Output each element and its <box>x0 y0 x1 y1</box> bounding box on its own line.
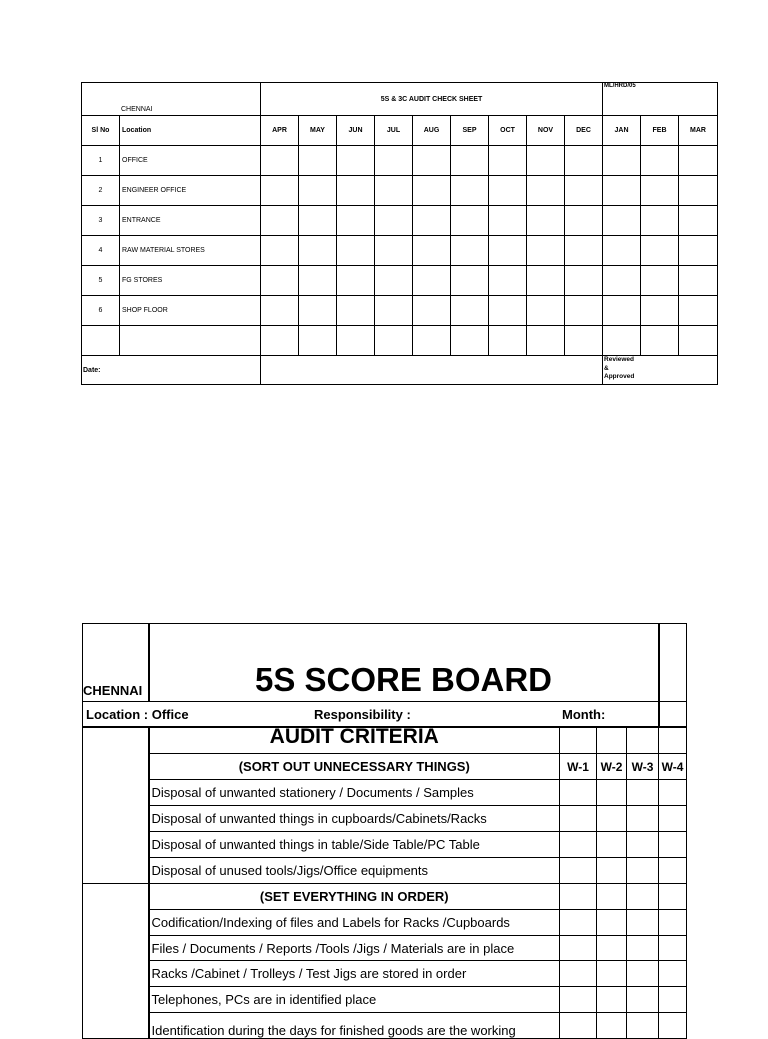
audit-check-sheet-table <box>81 82 718 385</box>
score-cell[interactable] <box>597 936 627 961</box>
criteria-item: Files / Documents / Reports /Tools /Jigs / Materials are in place <box>149 936 560 961</box>
month-label: Month: <box>562 707 606 722</box>
blank-header-cell <box>659 624 687 702</box>
score-cell[interactable] <box>603 236 641 266</box>
score-cell[interactable] <box>560 832 597 858</box>
score-cell[interactable] <box>603 206 641 236</box>
score-cell[interactable] <box>603 266 641 296</box>
score-cell[interactable] <box>489 326 527 356</box>
date-field[interactable] <box>261 356 603 385</box>
score-cell[interactable] <box>413 236 451 266</box>
criteria-item: Racks /Cabinet / Trolleys / Test Jigs are stored in order <box>149 961 560 987</box>
score-cell[interactable] <box>299 206 337 236</box>
score-cell[interactable] <box>337 266 375 296</box>
score-cell[interactable] <box>451 146 489 176</box>
score-cell[interactable] <box>597 832 627 858</box>
score-cell[interactable] <box>337 296 375 326</box>
score-cell[interactable] <box>527 266 565 296</box>
score-cell[interactable] <box>451 266 489 296</box>
table-row <box>82 206 718 236</box>
score-cell[interactable] <box>679 296 718 326</box>
month-header: JAN <box>603 116 641 146</box>
row-number: 1 <box>82 146 120 176</box>
score-cell[interactable] <box>679 146 718 176</box>
score-cell[interactable] <box>299 146 337 176</box>
reviewed-approved-cell <box>603 356 718 385</box>
score-cell[interactable] <box>527 146 565 176</box>
score-cell[interactable] <box>597 884 627 910</box>
score-cell[interactable] <box>413 326 451 356</box>
score-cell[interactable] <box>603 176 641 206</box>
month-header: MAY <box>299 116 337 146</box>
score-cell[interactable] <box>337 236 375 266</box>
score-cell[interactable] <box>375 176 413 206</box>
score-cell[interactable] <box>337 326 375 356</box>
sheet1-title: 5S & 3C AUDIT CHECK SHEET <box>261 83 603 116</box>
score-cell[interactable] <box>299 266 337 296</box>
score-cell[interactable] <box>641 176 679 206</box>
row-number: 6 <box>82 296 120 326</box>
row-number: 4 <box>82 236 120 266</box>
score-cell[interactable] <box>337 206 375 236</box>
criteria-item: Disposal of unwanted things in table/Side Table/PC Table <box>149 832 560 858</box>
month-header: SEP <box>451 116 489 146</box>
score-cell[interactable] <box>597 858 627 884</box>
week-header: W-3 <box>627 754 659 780</box>
score-cell[interactable] <box>489 296 527 326</box>
score-cell[interactable] <box>337 176 375 206</box>
score-board-title: 5S SCORE BOARD <box>149 624 659 702</box>
audit-criteria-heading: AUDIT CRITERIA <box>149 727 560 754</box>
score-cell[interactable] <box>413 146 451 176</box>
score-cell[interactable] <box>597 806 627 832</box>
score-cell[interactable] <box>261 296 299 326</box>
score-cell[interactable] <box>451 206 489 236</box>
score-cell[interactable] <box>627 884 659 910</box>
score-cell[interactable] <box>641 206 679 236</box>
empty-cell[interactable] <box>82 326 120 356</box>
section1-heading: (SORT OUT UNNECESSARY THINGS) <box>149 754 560 780</box>
responsibility-label: Responsibility : <box>314 707 411 722</box>
blank-week-cell <box>560 727 597 754</box>
score-cell[interactable] <box>679 176 718 206</box>
col-slno-header: Sl No <box>82 116 120 146</box>
score-cell[interactable] <box>627 1013 659 1039</box>
score-cell[interactable] <box>560 936 597 961</box>
section2-heading: (SET EVERYTHING IN ORDER) <box>149 884 560 910</box>
score-cell[interactable] <box>299 176 337 206</box>
score-cell[interactable] <box>451 176 489 206</box>
score-cell[interactable] <box>659 832 687 858</box>
blank-week-cell <box>627 727 659 754</box>
score-cell[interactable] <box>489 146 527 176</box>
score-cell[interactable] <box>627 987 659 1013</box>
sheet1-city: CHENNAI <box>82 83 261 116</box>
score-cell[interactable] <box>659 910 687 936</box>
blank-info-cell <box>659 702 687 727</box>
approved-label: Approved <box>604 373 635 380</box>
score-cell[interactable] <box>627 832 659 858</box>
score-cell[interactable] <box>659 884 687 910</box>
score-cell[interactable] <box>261 266 299 296</box>
score-cell[interactable] <box>679 326 718 356</box>
score-cell[interactable] <box>560 910 597 936</box>
score-cell[interactable] <box>627 961 659 987</box>
score-cell[interactable] <box>261 206 299 236</box>
score-cell[interactable] <box>413 296 451 326</box>
month-header: DEC <box>565 116 603 146</box>
score-cell[interactable] <box>597 910 627 936</box>
month-header: MAR <box>679 116 718 146</box>
score-board-table <box>82 623 687 1039</box>
score-cell[interactable] <box>261 236 299 266</box>
score-cell[interactable] <box>659 987 687 1013</box>
row-number: 5 <box>82 266 120 296</box>
score-cell[interactable] <box>679 236 718 266</box>
score-cell[interactable] <box>641 296 679 326</box>
row-number: 3 <box>82 206 120 236</box>
criteria-item: Telephones, PCs are in identified place <box>149 987 560 1013</box>
score-cell[interactable] <box>641 236 679 266</box>
week-header: W-2 <box>597 754 627 780</box>
score-cell[interactable] <box>375 296 413 326</box>
score-cell[interactable] <box>603 296 641 326</box>
score-cell[interactable] <box>627 858 659 884</box>
month-header: JUL <box>375 116 413 146</box>
score-cell[interactable] <box>659 858 687 884</box>
score-cell[interactable] <box>299 236 337 266</box>
month-header: OCT <box>489 116 527 146</box>
score-cell[interactable] <box>641 326 679 356</box>
score-cell[interactable] <box>627 936 659 961</box>
score-cell[interactable] <box>565 206 603 236</box>
score-cell[interactable] <box>451 296 489 326</box>
blank-week-cell <box>659 727 687 754</box>
score-cell[interactable] <box>560 987 597 1013</box>
score-cell[interactable] <box>375 206 413 236</box>
reviewed-label: Reviewed <box>604 356 635 363</box>
col-location-header: Location <box>120 116 261 146</box>
score-cell[interactable] <box>451 326 489 356</box>
score-cell[interactable] <box>560 1013 597 1039</box>
info-row <box>83 702 659 727</box>
location-label: Location : Office <box>86 707 189 722</box>
score-cell[interactable] <box>489 206 527 236</box>
score-cell[interactable] <box>527 296 565 326</box>
score-cell[interactable] <box>565 266 603 296</box>
table-row <box>82 296 718 326</box>
audit-check-sheet <box>81 82 717 384</box>
table-row <box>82 236 718 266</box>
table-row <box>82 266 718 296</box>
criteria-item: Codification/Indexing of files and Labels for Racks /Cupboards <box>149 910 560 936</box>
score-cell[interactable] <box>413 176 451 206</box>
score-cell[interactable] <box>659 1013 687 1039</box>
row-number: 2 <box>82 176 120 206</box>
score-cell[interactable] <box>560 961 597 987</box>
date-label: Date: <box>82 356 261 385</box>
score-cell[interactable] <box>603 326 641 356</box>
sheet1-header-row <box>82 116 718 146</box>
score-cell[interactable] <box>375 236 413 266</box>
empty-cell[interactable] <box>120 326 261 356</box>
score-cell[interactable] <box>451 236 489 266</box>
score-cell[interactable] <box>565 176 603 206</box>
score-cell[interactable] <box>337 146 375 176</box>
row-location: RAW MATERIAL STORES <box>120 236 261 266</box>
score-cell[interactable] <box>659 936 687 961</box>
section1-side-cell <box>83 727 149 884</box>
score-cell[interactable] <box>375 326 413 356</box>
score-cell[interactable] <box>597 1013 627 1039</box>
score-cell[interactable] <box>375 146 413 176</box>
score-cell[interactable] <box>627 806 659 832</box>
score-cell[interactable] <box>489 236 527 266</box>
score-cell[interactable] <box>375 266 413 296</box>
criteria-item: Disposal of unwanted things in cupboards/Cabinets/Racks <box>149 806 560 832</box>
score-cell[interactable] <box>565 296 603 326</box>
score-cell[interactable] <box>527 236 565 266</box>
score-cell[interactable] <box>560 858 597 884</box>
score-cell[interactable] <box>627 910 659 936</box>
row-location: SHOP FLOOR <box>120 296 261 326</box>
blank-week-cell <box>597 727 627 754</box>
score-cell[interactable] <box>641 266 679 296</box>
row-location: ENGINEER OFFICE <box>120 176 261 206</box>
table-row-empty <box>82 326 718 356</box>
score-cell[interactable] <box>413 206 451 236</box>
ampersand-label: & <box>604 364 609 372</box>
score-cell[interactable] <box>659 961 687 987</box>
score-cell[interactable] <box>659 780 687 806</box>
sheet2-city: CHENNAI <box>83 624 149 702</box>
score-cell[interactable] <box>560 780 597 806</box>
score-cell[interactable] <box>261 326 299 356</box>
sheet1-footer-row <box>82 356 718 385</box>
month-header: JUN <box>337 116 375 146</box>
score-cell[interactable] <box>527 176 565 206</box>
table-row <box>82 176 718 206</box>
score-cell[interactable] <box>489 176 527 206</box>
table-row <box>82 146 718 176</box>
score-cell[interactable] <box>679 266 718 296</box>
score-cell[interactable] <box>565 146 603 176</box>
score-cell[interactable] <box>641 146 679 176</box>
score-cell[interactable] <box>603 146 641 176</box>
score-cell[interactable] <box>560 806 597 832</box>
score-cell[interactable] <box>261 176 299 206</box>
row-location: OFFICE <box>120 146 261 176</box>
score-cell[interactable] <box>560 884 597 910</box>
month-header: AUG <box>413 116 451 146</box>
section2-side-cell <box>83 884 149 1039</box>
week-header: W-1 <box>560 754 597 780</box>
score-cell[interactable] <box>597 987 627 1013</box>
score-cell[interactable] <box>489 266 527 296</box>
score-cell[interactable] <box>299 326 337 356</box>
criteria-item: Disposal of unused tools/Jigs/Office equipments <box>149 858 560 884</box>
score-cell[interactable] <box>565 236 603 266</box>
score-cell[interactable] <box>299 296 337 326</box>
row-location: ENTRANCE <box>120 206 261 236</box>
criteria-item: Disposal of unwanted stationery / Documents / Samples <box>149 780 560 806</box>
month-header: FEB <box>641 116 679 146</box>
month-header: NOV <box>527 116 565 146</box>
score-cell[interactable] <box>413 266 451 296</box>
score-cell[interactable] <box>261 146 299 176</box>
week-header: W-4 <box>659 754 687 780</box>
score-cell[interactable] <box>627 780 659 806</box>
month-header: APR <box>261 116 299 146</box>
score-cell[interactable] <box>565 326 603 356</box>
score-cell[interactable] <box>597 780 627 806</box>
score-cell[interactable] <box>679 206 718 236</box>
criteria-item: Identification during the days for finished goods are the working <box>149 1013 560 1039</box>
score-cell[interactable] <box>659 806 687 832</box>
row-location: FG STORES <box>120 266 261 296</box>
score-cell[interactable] <box>527 206 565 236</box>
score-board-sheet <box>82 623 686 1038</box>
score-cell[interactable] <box>597 961 627 987</box>
sheet1-doc-code: ML/HRD/05 <box>603 83 718 116</box>
score-cell[interactable] <box>527 326 565 356</box>
